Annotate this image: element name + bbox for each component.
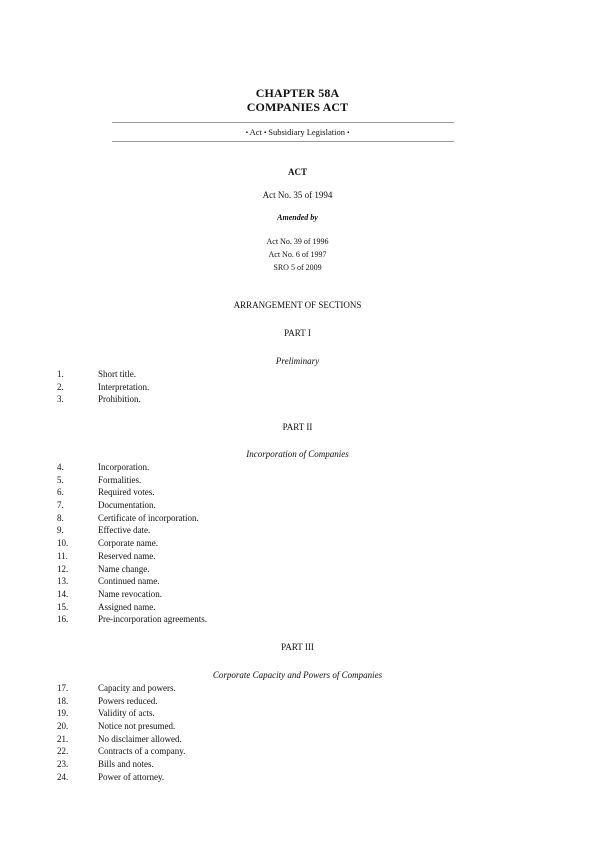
section-number: 7. xyxy=(57,500,64,511)
section-row xyxy=(57,563,537,576)
section-row xyxy=(57,745,537,758)
section-row xyxy=(57,733,537,746)
section-number: 24. xyxy=(57,771,69,782)
section-row xyxy=(57,695,537,708)
section-link[interactable]: Interpretation. xyxy=(98,381,150,392)
section-link[interactable]: Certificate of incorporation. xyxy=(98,512,199,523)
section-list xyxy=(57,368,537,406)
section-row xyxy=(57,461,537,474)
section-number: 22. xyxy=(57,746,69,757)
act-title: COMPANIES ACT xyxy=(246,100,349,114)
section-number: 11. xyxy=(57,550,68,561)
section-link[interactable]: Pre-incorporation agreements. xyxy=(98,614,207,625)
section-link[interactable]: Corporate name. xyxy=(98,538,158,549)
section-link[interactable]: Capacity and powers. xyxy=(98,683,176,693)
section-link[interactable]: Formalities. xyxy=(98,474,142,485)
amended-by-label: Amended by xyxy=(277,213,318,222)
section-link[interactable]: Power of attorney. xyxy=(98,771,165,782)
act-link[interactable]: Act xyxy=(249,127,262,137)
section-row xyxy=(57,486,537,499)
section-row xyxy=(57,588,537,601)
section-row xyxy=(57,601,537,614)
section-row xyxy=(57,707,537,720)
section-link[interactable]: Short title. xyxy=(98,369,136,379)
section-row xyxy=(57,613,537,626)
subsidiary-legislation-link[interactable]: Subsidiary Legislation xyxy=(268,127,345,137)
section-link[interactable]: Contracts of a company. xyxy=(98,746,186,757)
amendment-item: Act No. 6 of 1997 xyxy=(268,250,327,259)
section-row xyxy=(57,771,537,784)
act-heading: ACT xyxy=(287,167,307,177)
section-row xyxy=(57,524,537,537)
section-link[interactable]: Validity of acts. xyxy=(98,708,155,719)
section-row xyxy=(57,393,537,406)
section-row xyxy=(57,512,537,525)
bullet-icon: ▪ xyxy=(347,130,350,136)
section-number: 17. xyxy=(57,683,69,693)
section-number: 1. xyxy=(57,369,64,379)
navigation-links xyxy=(0,127,595,137)
section-number: 23. xyxy=(57,759,69,770)
section-link[interactable]: Prohibition. xyxy=(98,394,141,405)
section-link[interactable]: Continued name. xyxy=(98,576,160,587)
section-link[interactable]: Documentation. xyxy=(98,500,156,511)
section-number: 20. xyxy=(57,721,69,732)
amendment-item: Act No. 39 of 1996 xyxy=(266,237,329,246)
section-number: 8. xyxy=(57,512,64,523)
section-number: 2. xyxy=(57,381,64,392)
section-number: 21. xyxy=(57,733,69,744)
part-label: PART III xyxy=(281,642,314,652)
section-link[interactable]: Notice not presumed. xyxy=(98,721,176,732)
section-list xyxy=(57,461,537,626)
section-list xyxy=(57,682,537,784)
section-link[interactable]: Assigned name. xyxy=(98,601,156,612)
act-number: Act No. 35 of 1994 xyxy=(262,190,333,200)
section-link[interactable]: Name change. xyxy=(98,563,150,574)
section-number: 3. xyxy=(57,394,64,405)
section-number: 4. xyxy=(57,462,64,472)
section-number: 6. xyxy=(57,487,64,498)
section-row xyxy=(57,537,537,550)
section-link[interactable]: Reserved name. xyxy=(98,550,156,561)
section-link[interactable]: Powers reduced. xyxy=(98,695,158,706)
section-link[interactable]: No disclaimer allowed. xyxy=(98,733,182,744)
section-number: 5. xyxy=(57,474,64,485)
section-number: 18. xyxy=(57,695,69,706)
bottom-divider xyxy=(112,141,454,142)
section-link[interactable]: Incorporation. xyxy=(98,462,150,472)
bullet-icon: ▪ xyxy=(263,130,267,136)
section-link[interactable]: Name revocation. xyxy=(98,588,162,599)
arrangement-heading: ARRANGEMENT OF SECTIONS xyxy=(233,300,362,310)
amendment-item: SRO 5 of 2009 xyxy=(273,263,322,272)
part-title: Corporate Capacity and Powers of Companies xyxy=(212,670,383,680)
part-label: PART I xyxy=(284,328,311,338)
section-number: 14. xyxy=(57,588,69,599)
section-number: 12. xyxy=(57,563,69,574)
section-row xyxy=(57,381,537,394)
section-row xyxy=(57,720,537,733)
section-row xyxy=(57,499,537,512)
chapter-heading: CHAPTER 58A xyxy=(255,86,340,100)
section-link[interactable]: Bills and notes. xyxy=(98,759,154,770)
section-number: 16. xyxy=(57,614,69,625)
part-label: PART II xyxy=(282,422,313,432)
section-row xyxy=(57,368,537,381)
section-row xyxy=(57,575,537,588)
section-number: 10. xyxy=(57,538,69,549)
bullet-icon: ▪ xyxy=(245,130,248,136)
top-divider xyxy=(112,122,454,123)
part-title: Preliminary xyxy=(275,356,320,366)
section-row xyxy=(57,550,537,563)
section-number: 13. xyxy=(57,576,69,587)
section-link[interactable]: Required votes. xyxy=(98,487,155,498)
section-number: 9. xyxy=(57,525,64,536)
section-row xyxy=(57,682,537,695)
section-row xyxy=(57,474,537,487)
part-title: Incorporation of Companies xyxy=(246,449,349,459)
section-number: 15. xyxy=(57,601,69,612)
section-row xyxy=(57,758,537,771)
section-number: 19. xyxy=(57,708,69,719)
section-link[interactable]: Effective date. xyxy=(98,525,151,536)
